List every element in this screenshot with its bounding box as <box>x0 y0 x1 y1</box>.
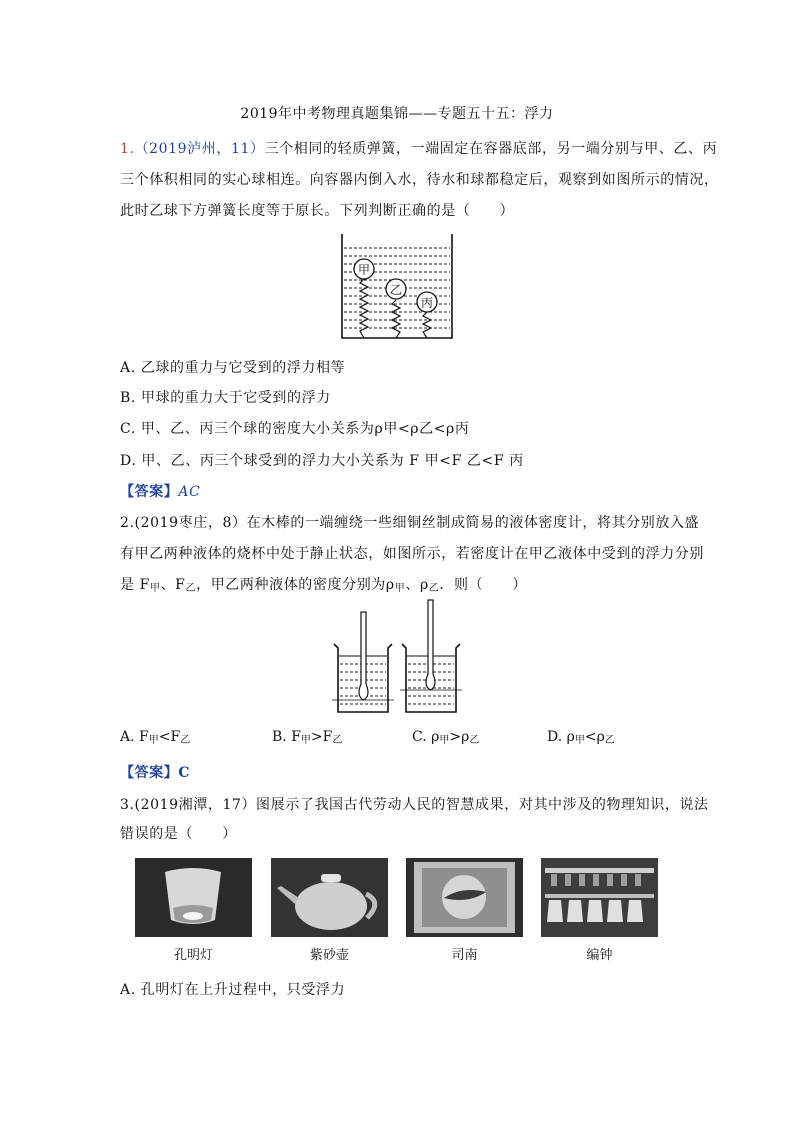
q2-answer <box>120 762 190 782</box>
q1-line1 <box>120 138 717 158</box>
q1-line3: 此时乙球下方弹簧长度等于原长。下列判断正确的是（ ） <box>120 203 515 219</box>
q2-ob-pre: B. F <box>272 729 301 745</box>
q2-oa-pre: A. F <box>120 729 149 745</box>
q2-option-b <box>272 729 342 746</box>
ball-label-yi: 乙 <box>389 283 402 297</box>
page-title: 2019年中考物理真题集锦——专题五十五：浮力 <box>240 106 554 122</box>
q2-oc-s1: 甲 <box>439 735 450 746</box>
q2-line2: 有甲乙两种液体的烧杯中处于静止状态，如图所示，若密度计在甲乙液体中受到的浮力分别 <box>120 546 704 562</box>
q1-option-c: C. 甲、乙、丙三个球的密度大小关系为ρ甲<ρ乙<ρ丙 <box>120 421 470 437</box>
sinan-compass-photo <box>406 858 523 937</box>
caption-sinan: 司南 <box>451 948 478 963</box>
q2-oa-s2: 乙 <box>180 735 191 746</box>
q3-line2: 错误的是（ ） <box>120 826 237 842</box>
q1-line2: 三个体积相同的实心球相连。向容器内倒入水，待水和球都稳定后，观察到如图所示的情况， <box>120 172 719 188</box>
q1-answer-label: 【答案】 <box>120 484 179 500</box>
q2-line3 <box>120 574 527 594</box>
q2-option-c <box>412 729 479 746</box>
zisha-teapot-photo <box>271 858 388 937</box>
q2-oc-mid: >ρ <box>449 729 470 745</box>
q2-l3-sub4: 乙 <box>428 583 440 594</box>
ball-label-jia: 甲 <box>357 263 370 277</box>
q2-l3-sub1: 甲 <box>149 583 161 594</box>
q2-l3-e: ．则（ ） <box>439 577 528 593</box>
q2-od-s2: 乙 <box>604 735 615 746</box>
q2-oc-s2: 乙 <box>469 735 480 746</box>
q2-answer-label: 【答案】 <box>120 765 179 781</box>
q1-answer <box>120 481 200 501</box>
caption-bianzhong: 编钟 <box>586 948 613 963</box>
q2-option-a <box>120 729 190 746</box>
q1-source: （2019泸州，11） <box>134 141 265 157</box>
q1-number: 1. <box>120 141 135 157</box>
q1-option-a: A. 乙球的重力与它受到的浮力相等 <box>120 360 346 376</box>
q2-ob-mid: >F <box>310 729 333 745</box>
q2-ob-s2: 乙 <box>332 735 343 746</box>
q2-od-s1: 甲 <box>574 735 585 746</box>
q1-option-b: B. 甲球的重力大于它受到的浮力 <box>120 390 331 406</box>
q2-line1: 2.(2019枣庄，8）在木棒的一端缠绕一些细铜丝制成简易的液体密度计，将其分别放入盛 <box>120 515 700 531</box>
q1-answer-value: AC <box>178 484 201 500</box>
caption-kongming-lantern: 孔明灯 <box>173 948 213 963</box>
q2-oa-mid: <F <box>158 729 181 745</box>
q2-option-d <box>547 729 615 746</box>
q3-option-a: A. 孔明灯在上升过程中，只受浮力 <box>120 982 346 998</box>
q3-line1: 3.(2019湘潭，17）图展示了我国古代劳动人民的智慧成果，对其中涉及的物理知识，说法 <box>120 797 709 813</box>
q2-oc-pre: C. ρ <box>412 729 440 745</box>
q2-l3-sub3: 甲 <box>394 583 406 594</box>
q2-l3-b: 、F <box>160 577 186 593</box>
q2-oa-s1: 甲 <box>148 735 159 746</box>
ball-label-bing: 丙 <box>420 296 433 310</box>
q1-text-1: 三个相同的轻质弹簧，一端固定在容器底部，另一端分别与甲、乙、丙 <box>264 141 718 157</box>
bianzhong-bells-photo <box>541 858 658 937</box>
q2-hydrometer-beakers-figure <box>330 598 466 718</box>
q2-od-mid: <ρ <box>584 729 605 745</box>
q1-option-d: D. 甲、乙、丙三个球受到的浮力大小关系为 F 甲<F 乙<F 丙 <box>120 453 524 469</box>
q2-l3-sub2: 乙 <box>185 583 197 594</box>
q2-l3-a: 是 F <box>120 577 150 593</box>
q2-l3-d: 、ρ <box>405 577 429 593</box>
q2-l3-c: ，甲乙两种液体的密度分别为ρ <box>196 577 395 593</box>
q2-od-pre: D. ρ <box>547 729 575 745</box>
q2-answer-value: C <box>178 765 191 781</box>
q2-ob-s1: 甲 <box>300 735 311 746</box>
caption-zisha-teapot: 紫砂壶 <box>309 948 349 963</box>
kongming-lantern-photo <box>135 858 252 937</box>
